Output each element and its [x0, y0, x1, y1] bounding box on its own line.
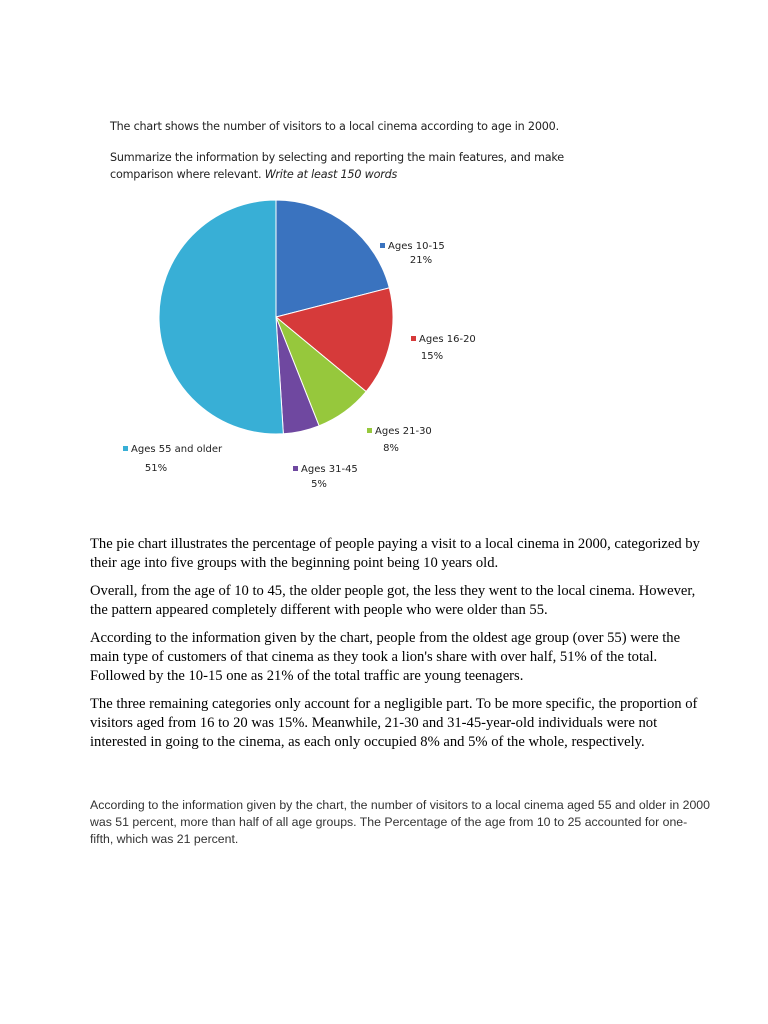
legend-swatch [123, 446, 128, 451]
prompt-line-2 [110, 149, 570, 183]
prompt-word-count: Write at least 150 words [264, 168, 398, 181]
slice-label: Ages 21-30 [375, 426, 432, 437]
legend-swatch [367, 428, 372, 433]
slice-value-label: 51% [144, 463, 168, 474]
essay-paragraph-4: The three remaining categories only account for a negligible part. To be more specific, the proportion of visitors aged from 16 to 20 was 15%. Meanwhile, 21-30 and 31-45-year-old individuals were not interested in going to the cinema, as each only occupied 8% and 5% of the whole, respectively. [90, 696, 698, 750]
slice-label: Ages 16-20 [419, 334, 476, 345]
legend-swatch [411, 336, 416, 341]
essay-paragraph-2: Overall, from the age of 10 to 45, the older people got, the less they went to the local cinema. However, the pattern appeared completely different with people who were older than 55. [90, 583, 696, 618]
slice-value-label: 15% [420, 351, 444, 362]
summary-note-text: According to the information given by the chart, the number of visitors to a local cinema aged 55 and older in 2000 was 51 percent, more than half of all age groups. The Percentage of the age from 10 to 25 accounted for one-fifth, which was 21 percent. [90, 798, 710, 846]
essay-paragraph-3: According to the information given by the chart, people from the oldest age group (over 55) were the main type of customers of that cinema as they took a lion's share with over half, 51% of the total. Followed by the 10-15 one as 21% of the total traffic are young teenagers. [90, 630, 681, 684]
legend-swatch [293, 466, 298, 471]
prompt-instruction: Summarize the information by selecting and reporting the main features, and make comparison where relevant. [110, 151, 564, 181]
slice-value-label: 21% [409, 255, 433, 266]
slice-value-label: 8% [383, 443, 399, 454]
legend-swatch [380, 243, 385, 248]
summary-note [90, 797, 710, 848]
slice-label: Ages 55 and older [131, 444, 223, 455]
prompt-line-1: The chart shows the number of visitors to a local cinema according to age in 2000. [110, 120, 559, 133]
slice-label: Ages 10-15 [388, 241, 445, 252]
pie-chart [90, 195, 490, 495]
slice-label: Ages 31-45 [301, 464, 358, 475]
essay [90, 535, 702, 761]
essay-paragraph-1: The pie chart illustrates the percentage of people paying a visit to a local cinema in 2000, categorized by their age into five groups with the beginning point being 10 years old. [90, 536, 700, 571]
pie-slice [159, 200, 283, 434]
slice-value-label: 5% [311, 479, 327, 490]
task-prompt [110, 118, 570, 183]
